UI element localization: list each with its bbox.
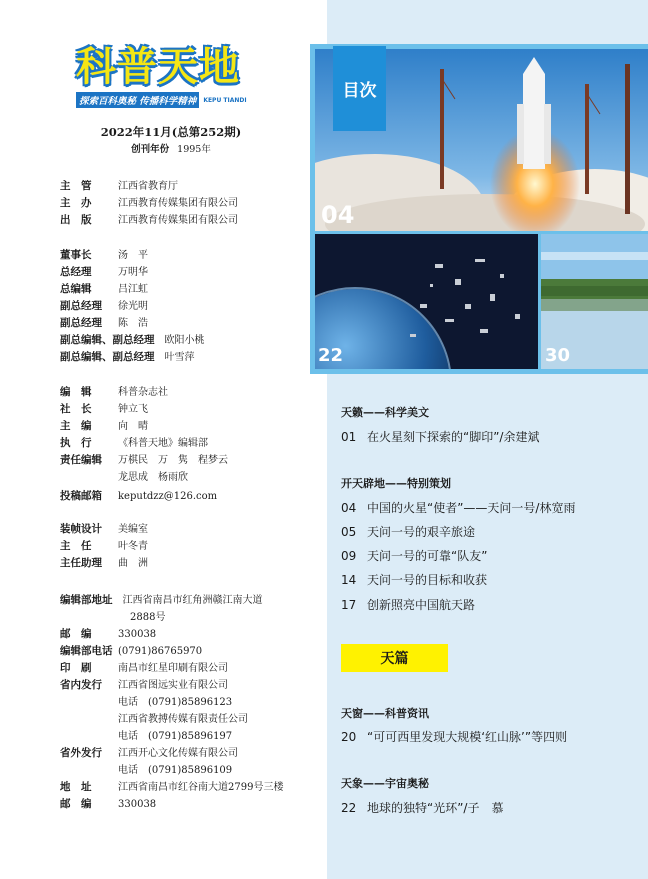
toc-entry[interactable]: 04 中国的火星“使者”——天问一号/林宽雨 [341,501,576,515]
toc-entry[interactable]: 17 创新照亮中国航天路 [341,598,476,612]
space-debris-photo [315,234,538,369]
toc-section-title: 天象——宇宙奥秘 [341,777,429,790]
masthead-row: 出 版 江西教育传媒集团有限公司 [60,214,238,226]
page-number-rocket: 04 [321,201,355,229]
masthead-row: 执 行 《科普天地》编辑部 [60,437,208,449]
masthead-row: 电话 (0791)85896123 [118,697,233,708]
masthead-row: 2888号 [130,612,166,623]
masthead-row: 省内发行 江西省图远实业有限公司 [60,679,228,691]
masthead-row: 责任编辑 万棋民 万 隽 程梦云 [60,454,228,466]
magazine-logo [76,44,266,108]
page-number-lake: 30 [545,345,571,366]
logo-title: 科普天地 [76,44,240,90]
logo-slogan: 探索百科奥秘 传播科学精神 [76,92,199,108]
tianpian-section-banner: 天篇 [341,644,448,672]
masthead-row: 总经理 万明华 [60,266,148,278]
masthead-row: 主任助理 曲 洲 [60,557,148,569]
masthead-row: 主 办 江西教育传媒集团有限公司 [60,197,238,209]
toc-section-title: 天籁——科学美文 [341,406,429,419]
issue-number: 2022年11月(总第252期) [100,125,242,139]
toc-entry[interactable]: 20 “可可西里发现大规模‘红山脉’”等四则 [341,730,568,744]
masthead-row: 投稿邮箱 keputdzz@126.com [60,488,217,505]
masthead-row: 主 任 叶冬青 [60,540,148,552]
masthead-row: 邮 编 330038 [60,798,157,810]
toc-entry[interactable]: 09 天问一号的可靠“队友” [341,549,488,563]
masthead-row: 编辑部电话 (0791)86765970 [60,645,203,657]
masthead-row: 副总经理 徐光明 [60,300,148,312]
toc-entry[interactable]: 14 天问一号的目标和收获 [341,573,488,587]
toc-section-title: 天窗——科普资讯 [341,707,429,720]
masthead-row: 社 长 钟立飞 [60,403,148,415]
toc-entry[interactable]: 01 在火星刻下探索的“脚印”/余建斌 [341,430,540,444]
toc-entry[interactable]: 05 天问一号的艰辛旅途 [341,525,476,539]
masthead-row: 江西省教搏传媒有限责任公司 [118,714,248,725]
masthead-row: 副总编辑、副总经理 叶雪萍 [60,351,195,363]
founded-year: 创刊年份 1995年 [131,144,211,155]
masthead-row: 董事长 汤 平 [60,249,148,261]
masthead-row: 龙思成 杨雨欣 [118,472,188,483]
masthead-row: 印 刷 南昌市红星印刷有限公司 [60,662,228,674]
masthead-row: 省外发行 江西开心文化传媒有限公司 [60,747,238,759]
toc-entry[interactable]: 22 地球的独特“光环”/子 慕 [341,801,504,815]
masthead-row: 编 辑 科普杂志社 [60,386,168,398]
masthead-row: 电话 (0791)85896109 [118,765,233,776]
toc-section-title: 开天辟地——特别策划 [341,477,451,490]
masthead-row: 装帧设计 美编室 [60,523,148,535]
masthead-row: 主 管 江西省教育厅 [60,180,178,192]
contents-label: 目次 [333,46,386,131]
masthead-row: 主 编 向 晴 [60,420,148,432]
logo-pinyin: KEPU TIANDI [203,96,247,104]
masthead-row: 电话 (0791)85896197 [118,731,233,742]
masthead-row: 副总编辑、副总经理 欧阳小桃 [60,334,205,346]
masthead-row: 编辑部地址 江西省南昌市红角洲赣江南大道 [60,594,263,606]
submission-email: keputdzz@126.com [118,491,218,502]
masthead-row: 总编辑 吕江虹 [60,283,148,295]
masthead-row: 邮 编 330038 [60,628,157,640]
masthead-row: 地 址 江西省南昌市红谷南大道2799号三楼 [60,781,284,793]
masthead-row: 副总经理 陈 浩 [60,317,148,329]
page-number-earth: 22 [318,345,344,366]
